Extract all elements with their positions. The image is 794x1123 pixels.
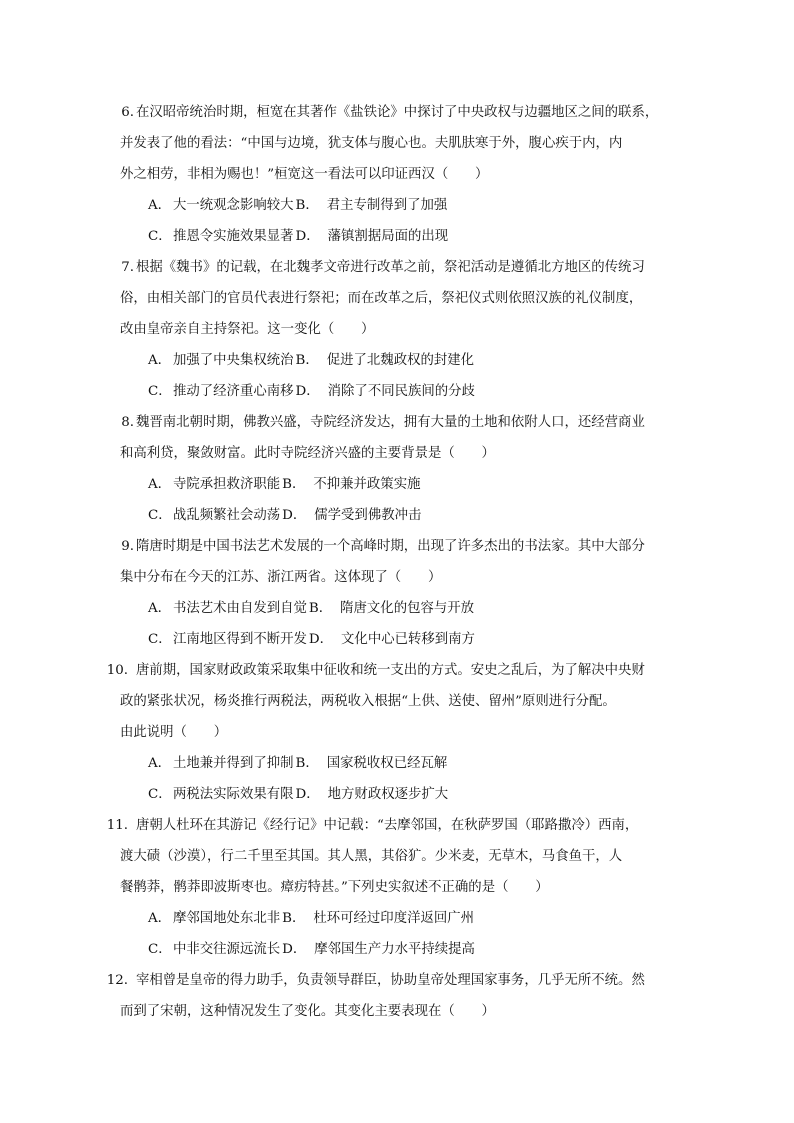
question-text: 和高利贷，聚敛财富。此时寺院经济兴盛的主要背景是（ ） — [120, 446, 495, 461]
option-text-a[interactable]: 书法艺术由自发到自觉 — [173, 601, 307, 616]
question-number: 8. — [121, 415, 134, 430]
question-text: 并发表了他的看法：“中国与边境，犹支体与腹心也。夫肌肤寒于外，腹心疾于内，内 — [120, 136, 623, 151]
option-label-b[interactable]: B． — [308, 601, 333, 616]
option-text-c[interactable]: 推动了经济重心南移 — [173, 384, 294, 399]
question-text: 外之相劳，非相为赐也！”桓宽这一看法可以印证西汉（ ） — [120, 167, 489, 182]
option-label-c[interactable]: C． — [148, 942, 172, 957]
option-text-d[interactable]: 摩邻国生产力水平持续提高 — [314, 942, 475, 957]
question-number: 7. — [121, 260, 134, 275]
question-text: 集中分布在今天的江苏、浙江两省。这体现了（ ） — [120, 570, 442, 585]
question-10 — [106, 655, 680, 810]
question-9 — [120, 531, 680, 655]
option-row — [120, 748, 680, 779]
question-12 — [106, 965, 680, 1027]
question-number: 11. — [106, 818, 128, 833]
option-row — [120, 624, 680, 655]
option-label-d[interactable]: D． — [282, 508, 307, 523]
option-label-d[interactable]: D． — [295, 787, 320, 802]
question-number: 10. — [106, 663, 128, 678]
question-line — [106, 965, 680, 996]
question-6 — [120, 97, 680, 252]
option-row — [120, 221, 680, 252]
option-row — [120, 500, 680, 531]
option-row — [120, 779, 680, 810]
question-text: 而到了宋朝，这种情况发生了变化。其变化主要表现在（ ） — [120, 1004, 495, 1019]
question-text: 俗，由相关部门的官员代表进行祭祀；而在改革之后，祭祀仪式则依照汉族的礼仪制度， — [120, 291, 643, 306]
option-row — [120, 593, 680, 624]
option-label-a[interactable]: A． — [148, 911, 172, 926]
question-7 — [120, 252, 680, 407]
option-label-b[interactable]: B． — [282, 911, 306, 926]
option-text-c[interactable]: 推恩令实施效果显著 — [173, 229, 294, 244]
option-text-c[interactable]: 江南地区得到不断开发 — [173, 632, 307, 647]
question-number: 6. — [121, 105, 134, 120]
option-label-a[interactable]: A． — [148, 756, 172, 771]
option-label-b[interactable]: B． — [295, 198, 319, 213]
question-line — [120, 531, 680, 562]
option-text-b[interactable]: 不抑兼并政策实施 — [313, 477, 421, 492]
question-text: 唐朝人杜环在其游记《经行记》中记载：“去摩邻国，在秋萨罗国（耶路撒冷）西南， — [136, 818, 639, 833]
question-text: 在汉昭帝统治时期，桓宽在其著作《盐铁论》中探讨了中央政权与边疆地区之间的联系， — [136, 105, 659, 120]
option-label-b[interactable]: B． — [295, 353, 319, 368]
question-text: 宰相曾是皇帝的得力助手，负责领导群臣，协助皇帝处理国家事务，几乎无所不统。然 — [136, 973, 645, 988]
option-text-d[interactable]: 文化中心已转移到南方 — [341, 632, 475, 647]
option-text-a[interactable]: 寺院承担救济职能 — [173, 477, 281, 492]
option-label-b[interactable]: B． — [282, 477, 306, 492]
option-text-a[interactable]: 摩邻国地处东北非 — [173, 911, 281, 926]
question-line — [120, 97, 680, 128]
option-row — [120, 376, 680, 407]
question-text: 魏晋南北朝时期，佛教兴盛，寺院经济发达，拥有大量的土地和依附人口，还经营商业 — [136, 415, 645, 430]
option-row — [120, 934, 680, 965]
question-number: 12. — [106, 973, 128, 988]
option-row — [120, 903, 680, 934]
option-text-d[interactable]: 地方财政权逐步扩大 — [327, 787, 449, 802]
question-text: 唐前期，国家财政政策采取集中征收和统一支出的方式。安史之乱后，为了解决中央财 — [136, 663, 645, 678]
option-label-c[interactable]: C． — [148, 384, 172, 399]
question-text: 由此说明（ ） — [120, 725, 228, 740]
option-label-d[interactable]: D． — [282, 942, 307, 957]
option-row — [120, 190, 680, 221]
option-text-a[interactable]: 土地兼并得到了抑制 — [173, 756, 294, 771]
option-label-d[interactable]: D． — [308, 632, 334, 647]
option-text-b[interactable]: 促进了北魏政权的封建化 — [326, 353, 475, 368]
question-line — [120, 407, 680, 438]
question-list — [106, 97, 680, 1027]
question-line — [106, 810, 680, 841]
option-text-a[interactable]: 大一统观念影响较大 — [173, 198, 294, 213]
question-text: 餐鹘莽，鹘莽即波斯枣也。瘴疠特甚。”下列史实叙述不正确的是（ ） — [120, 880, 549, 895]
option-label-a[interactable]: A． — [148, 198, 172, 213]
option-text-b[interactable]: 国家税收权已经瓦解 — [326, 756, 448, 771]
question-text: 改由皇帝亲自主持祭祀。这一变化（ ） — [120, 322, 375, 337]
option-text-d[interactable]: 儒学受到佛教冲击 — [314, 508, 422, 523]
option-text-c[interactable]: 两税法实际效果有限 — [173, 787, 294, 802]
question-line — [106, 655, 680, 686]
option-label-d[interactable]: D． — [295, 384, 320, 399]
question-text: 渡大碛（沙漠），行二千里至其国。其人黑，其俗犷。少米麦，无草木，马食鱼干，人 — [120, 849, 623, 864]
option-text-b[interactable]: 隋唐文化的包容与开放 — [340, 601, 475, 616]
question-11 — [106, 810, 680, 965]
option-text-d[interactable]: 消除了不同民族间的分歧 — [327, 384, 475, 399]
question-text: 隋唐时期是中国书法艺术发展的一个高峰时期，出现了许多杰出的书法家。其中大部分 — [136, 539, 645, 554]
option-label-d[interactable]: D． — [295, 229, 320, 244]
option-row — [120, 345, 680, 376]
option-label-c[interactable]: C． — [148, 787, 172, 802]
question-line — [120, 252, 680, 283]
option-label-a[interactable]: A． — [148, 477, 172, 492]
question-8 — [120, 407, 680, 531]
question-number: 9. — [121, 539, 134, 554]
option-label-c[interactable]: C． — [148, 508, 172, 523]
question-text: 政的紧张状况，杨炎推行两税法，两税收入根据“上供、送使、留州”原则进行分配。 — [120, 694, 616, 709]
option-label-a[interactable]: A． — [148, 601, 172, 616]
option-text-b[interactable]: 杜环可经过印度洋返回广州 — [313, 911, 475, 926]
option-text-a[interactable]: 加强了中央集权统治 — [173, 353, 294, 368]
question-text: 根据《魏书》的记载，在北魏孝文帝进行改革之前，祭祀活动是遵循北方地区的传统习 — [136, 260, 645, 275]
option-label-b[interactable]: B． — [295, 756, 319, 771]
option-label-c[interactable]: C． — [148, 229, 172, 244]
option-row — [120, 469, 680, 500]
option-label-a[interactable]: A． — [148, 353, 172, 368]
option-text-d[interactable]: 藩镇割据局面的出现 — [327, 229, 449, 244]
option-text-c[interactable]: 战乱频繁社会动荡 — [173, 508, 281, 523]
option-text-c[interactable]: 中非交往源远流长 — [173, 942, 281, 957]
option-label-c[interactable]: C． — [148, 632, 172, 647]
option-text-b[interactable]: 君主专制得到了加强 — [326, 198, 448, 213]
